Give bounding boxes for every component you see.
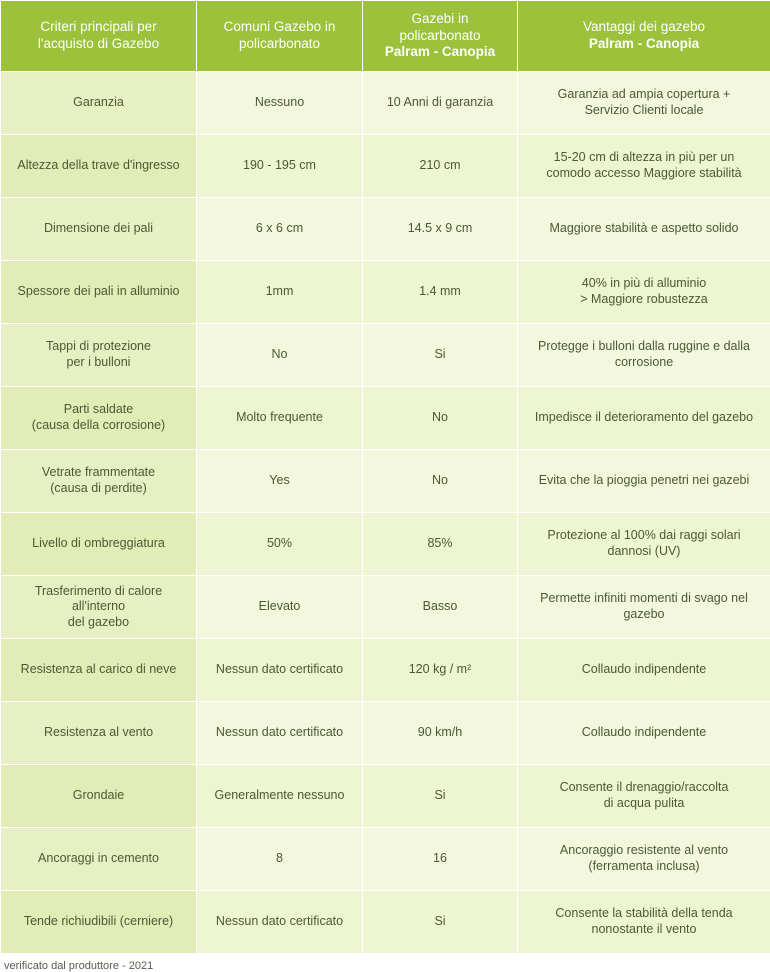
column-header-palram xyxy=(363,1,518,72)
table-row xyxy=(1,828,770,891)
cell-comuni xyxy=(197,765,363,828)
comuni-text: 6 x 6 cm xyxy=(256,221,303,235)
header-line-2: Palram - Canopia xyxy=(371,44,509,61)
vantaggi-line-2: nonostante il vento xyxy=(526,922,762,938)
cell-palram xyxy=(363,702,518,765)
criterio-text: Altezza della trave d'ingresso xyxy=(17,158,179,172)
cell-palram xyxy=(363,261,518,324)
table-row xyxy=(1,765,770,828)
header-line-1: Criteri principali per xyxy=(40,19,156,34)
palram-text: No xyxy=(432,473,448,487)
cell-palram xyxy=(363,198,518,261)
cell-criterio xyxy=(1,135,197,198)
header-line-2: l'acquisto di Gazebo xyxy=(9,36,188,53)
table-row xyxy=(1,72,770,135)
vantaggi-line-1: Ancoraggio resistente al vento xyxy=(560,843,728,857)
table-row xyxy=(1,450,770,513)
criterio-text: Grondaie xyxy=(73,788,124,802)
cell-criterio xyxy=(1,450,197,513)
cell-vantaggi xyxy=(518,450,770,513)
cell-criterio xyxy=(1,891,197,954)
cell-palram xyxy=(363,513,518,576)
criterio-text: Tappi di protezione xyxy=(46,339,151,353)
cell-vantaggi xyxy=(518,576,770,639)
palram-text: 210 cm xyxy=(420,158,461,172)
palram-text: Basso xyxy=(423,599,458,613)
cell-comuni xyxy=(197,702,363,765)
palram-text: 120 kg / m² xyxy=(409,662,472,676)
cell-vantaggi xyxy=(518,387,770,450)
table-row xyxy=(1,324,770,387)
criterio-text: Parti saldate xyxy=(64,402,133,416)
cell-comuni xyxy=(197,261,363,324)
comuni-text: Elevato xyxy=(259,599,301,613)
criterio-subtext: (causa di perdite) xyxy=(9,481,188,497)
column-header-criteri xyxy=(1,1,197,72)
cell-vantaggi xyxy=(518,702,770,765)
vantaggi-line-1: Collaudo indipendente xyxy=(582,725,706,739)
cell-palram xyxy=(363,135,518,198)
cell-vantaggi xyxy=(518,828,770,891)
header-line-1: Vantaggi dei gazebo xyxy=(583,19,705,34)
column-header-vantaggi xyxy=(518,1,770,72)
comuni-text: 1mm xyxy=(266,284,294,298)
cell-criterio xyxy=(1,72,197,135)
header-line-2: policarbonato xyxy=(205,36,354,53)
cell-vantaggi xyxy=(518,198,770,261)
table-footnote: verificato dal produttore - 2021 xyxy=(0,954,770,972)
cell-criterio xyxy=(1,198,197,261)
vantaggi-line-2: corrosione xyxy=(526,355,762,371)
cell-vantaggi xyxy=(518,891,770,954)
cell-criterio xyxy=(1,702,197,765)
cell-vantaggi xyxy=(518,72,770,135)
criterio-text: Garanzia xyxy=(73,95,124,109)
vantaggi-line-2: comodo accesso Maggiore stabilità xyxy=(526,166,762,182)
cell-comuni xyxy=(197,639,363,702)
table-row xyxy=(1,891,770,954)
table-body xyxy=(1,72,770,954)
table-header xyxy=(1,1,770,72)
criterio-subtext: per i bulloni xyxy=(9,355,188,371)
cell-vantaggi xyxy=(518,324,770,387)
table-row xyxy=(1,135,770,198)
cell-comuni xyxy=(197,828,363,891)
cell-palram xyxy=(363,324,518,387)
comuni-text: 8 xyxy=(276,851,283,865)
comuni-text: Yes xyxy=(269,473,289,487)
vantaggi-line-2: (ferramenta inclusa) xyxy=(526,859,762,875)
vantaggi-line-2: dannosi (UV) xyxy=(526,544,762,560)
cell-palram xyxy=(363,828,518,891)
criterio-text: Dimensione dei pali xyxy=(44,221,153,235)
vantaggi-line-2: > Maggiore robustezza xyxy=(526,292,762,308)
criterio-subtext: del gazebo xyxy=(9,615,188,631)
vantaggi-line-1: 40% in più di alluminio xyxy=(582,276,706,290)
cell-vantaggi xyxy=(518,765,770,828)
table-row xyxy=(1,576,770,639)
criterio-text: Livello di ombreggiatura xyxy=(32,536,165,550)
table-row xyxy=(1,198,770,261)
comuni-text: Nessun dato certificato xyxy=(216,725,343,739)
header-row xyxy=(1,1,770,72)
table-row xyxy=(1,702,770,765)
vantaggi-line-1: Evita che la pioggia penetri nei gazebi xyxy=(539,473,750,487)
vantaggi-line-1: Consente la stabilità della tenda xyxy=(555,906,732,920)
vantaggi-line-1: Protezione al 100% dai raggi solari xyxy=(547,528,740,542)
palram-text: 14.5 x 9 cm xyxy=(408,221,473,235)
cell-comuni xyxy=(197,324,363,387)
cell-comuni xyxy=(197,450,363,513)
cell-palram xyxy=(363,450,518,513)
palram-text: No xyxy=(432,410,448,424)
cell-criterio xyxy=(1,765,197,828)
vantaggi-line-2: di acqua pulita xyxy=(526,796,762,812)
cell-comuni xyxy=(197,891,363,954)
column-header-comuni xyxy=(197,1,363,72)
vantaggi-line-1: Permette infiniti momenti di svago nel xyxy=(540,591,748,605)
vantaggi-line-2: Servizio Clienti locale xyxy=(526,103,762,119)
criterio-text: Spessore dei pali in alluminio xyxy=(18,284,180,298)
vantaggi-line-1: Maggiore stabilità e aspetto solido xyxy=(549,221,738,235)
header-line-1: Comuni Gazebo in xyxy=(224,19,336,34)
cell-palram xyxy=(363,639,518,702)
cell-vantaggi xyxy=(518,261,770,324)
comuni-text: Generalmente nessuno xyxy=(215,788,345,802)
palram-text: 16 xyxy=(433,851,447,865)
vantaggi-line-1: Protegge i bulloni dalla ruggine e dalla xyxy=(538,339,750,353)
cell-criterio xyxy=(1,324,197,387)
criterio-subtext: (causa della corrosione) xyxy=(9,418,188,434)
vantaggi-line-1: 15-20 cm di altezza in più per un xyxy=(554,150,735,164)
cell-comuni xyxy=(197,135,363,198)
criterio-text: Tende richiudibili (cerniere) xyxy=(24,914,173,928)
criterio-text: Resistenza al carico di neve xyxy=(21,662,177,676)
criterio-text: Resistenza al vento xyxy=(44,725,153,739)
cell-comuni xyxy=(197,576,363,639)
palram-text: Si xyxy=(434,914,445,928)
cell-criterio xyxy=(1,639,197,702)
cell-criterio xyxy=(1,576,197,639)
comuni-text: 190 - 195 cm xyxy=(243,158,316,172)
cell-criterio xyxy=(1,828,197,891)
cell-vantaggi xyxy=(518,513,770,576)
vantaggi-line-1: Garanzia ad ampia copertura + xyxy=(558,87,731,101)
cell-comuni xyxy=(197,513,363,576)
comuni-text: 50% xyxy=(267,536,292,550)
palram-text: 85% xyxy=(427,536,452,550)
vantaggi-line-1: Collaudo indipendente xyxy=(582,662,706,676)
cell-palram xyxy=(363,387,518,450)
palram-text: 90 km/h xyxy=(418,725,462,739)
cell-criterio xyxy=(1,387,197,450)
cell-criterio xyxy=(1,261,197,324)
vantaggi-line-1: Impedisce il deterioramento del gazebo xyxy=(535,410,753,424)
comuni-text: No xyxy=(272,347,288,361)
comuni-text: Nessuno xyxy=(255,95,304,109)
cell-vantaggi xyxy=(518,135,770,198)
table-row xyxy=(1,639,770,702)
vantaggi-line-2: gazebo xyxy=(526,607,762,623)
cell-vantaggi xyxy=(518,639,770,702)
palram-text: 10 Anni di garanzia xyxy=(387,95,493,109)
palram-text: Si xyxy=(434,788,445,802)
comuni-text: Nessun dato certificato xyxy=(216,914,343,928)
criterio-text: Trasferimento di calore all'interno xyxy=(35,584,162,614)
cell-comuni xyxy=(197,387,363,450)
comuni-text: Nessun dato certificato xyxy=(216,662,343,676)
palram-text: 1.4 mm xyxy=(419,284,461,298)
cell-palram xyxy=(363,72,518,135)
cell-comuni xyxy=(197,198,363,261)
cell-criterio xyxy=(1,513,197,576)
cell-comuni xyxy=(197,72,363,135)
criterio-text: Ancoraggi in cemento xyxy=(38,851,159,865)
table-row xyxy=(1,261,770,324)
vantaggi-line-1: Consente il drenaggio/raccolta xyxy=(560,780,729,794)
palram-text: Si xyxy=(434,347,445,361)
header-line-2: Palram - Canopia xyxy=(526,36,762,53)
table-row xyxy=(1,513,770,576)
criterio-text: Vetrate frammentate xyxy=(42,465,155,479)
comuni-text: Molto frequente xyxy=(236,410,323,424)
cell-palram xyxy=(363,765,518,828)
cell-palram xyxy=(363,576,518,639)
header-line-1: Gazebi in policarbonato xyxy=(399,11,480,43)
table-row xyxy=(1,387,770,450)
cell-palram xyxy=(363,891,518,954)
